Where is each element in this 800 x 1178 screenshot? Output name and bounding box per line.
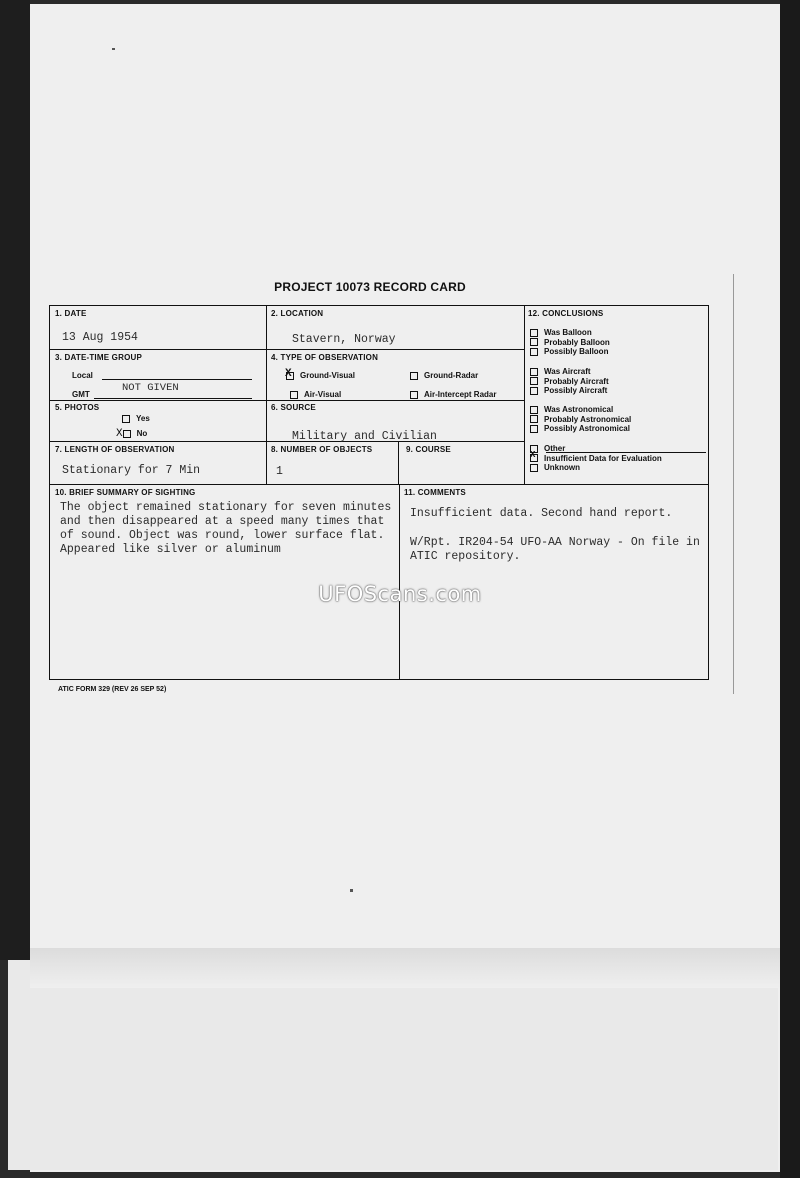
speck-mark [112, 48, 115, 50]
date-time-group-label: 3. DATE-TIME GROUP [55, 353, 143, 362]
location-label: 2. LOCATION [271, 309, 324, 318]
checkbox-icon [122, 415, 130, 423]
card-title: PROJECT 10073 RECORD CARD [274, 280, 466, 294]
checkbox-icon [530, 368, 538, 376]
checkbox-checked-icon: X [286, 372, 294, 380]
checkbox-icon [530, 377, 538, 385]
speck-mark [350, 889, 353, 892]
observation-type-label: 4. TYPE OF OBSERVATION [271, 353, 379, 362]
length-value: Stationary for 7 Min [62, 464, 201, 477]
conclusion-probably-aircraft: Probably Aircraft [530, 377, 609, 387]
checkbox-icon [530, 329, 538, 337]
photos-no-option: X No [116, 428, 148, 440]
conclusions-label: 12. CONCLUSIONS [528, 309, 604, 318]
comments-label: 11. COMMENTS [404, 488, 466, 497]
comments-line-1: Insufficient data. Second hand report. [410, 507, 673, 520]
conclusions-balloon-group [530, 328, 610, 357]
checkbox-icon [530, 425, 538, 433]
conclusion-other: Other [530, 444, 662, 454]
photos-yes-option: Yes [122, 414, 150, 423]
checkbox-icon [530, 406, 538, 414]
record-card [49, 305, 709, 680]
conclusion-probably-balloon: Probably Balloon [530, 338, 610, 348]
ground-radar-option: Ground-Radar [410, 371, 478, 380]
source-label: 6. SOURCE [271, 403, 316, 412]
conclusion-possibly-astronomical: Possibly Astronomical [530, 424, 631, 434]
number-of-objects-label: 8. NUMBER OF OBJECTS [271, 445, 373, 454]
date-value: 13 Aug 1954 [62, 331, 138, 344]
form-identifier: ATIC FORM 329 (REV 26 SEP 52) [58, 686, 167, 693]
length-label: 7. LENGTH OF OBSERVATION [55, 445, 175, 454]
gmt-value: NOT GIVEN [122, 382, 179, 394]
source-value: Military and Civilian [292, 430, 437, 443]
page-fold-shadow [30, 948, 780, 988]
watermark-text: UFOScans.com [318, 582, 482, 606]
conclusion-unknown: Unknown [530, 463, 662, 473]
gmt-label: GMT [72, 390, 90, 399]
checkbox-icon [530, 348, 538, 356]
local-line [102, 379, 252, 380]
summary-text: The object remained stationary for seven minutes and then disappeared at a speed many times that of sound. Object was round, lower surface flat. Appeared like silver or aluminum [60, 501, 392, 556]
ground-visual-option: X Ground-Visual [285, 367, 355, 380]
checkbox-icon [410, 391, 418, 399]
air-visual-option: Air-Visual [290, 390, 341, 399]
conclusion-was-balloon: Was Balloon [530, 328, 610, 338]
conclusion-insufficient-data: X Insufficient Data for Evaluation [530, 450, 662, 463]
checkbox-checked-icon: X [530, 454, 538, 462]
conclusion-possibly-aircraft: Possibly Aircraft [530, 386, 609, 396]
local-label: Local [72, 371, 93, 380]
conclusions-aircraft-group [530, 367, 609, 396]
conclusion-was-aircraft: Was Aircraft [530, 367, 609, 377]
conclusion-probably-astronomical: Probably Astronomical [530, 415, 631, 425]
number-of-objects-value: 1 [276, 465, 283, 478]
margin-line [733, 274, 734, 694]
photos-label: 5. PHOTOS [55, 403, 100, 412]
gmt-line [94, 398, 252, 399]
summary-label: 10. BRIEF SUMMARY OF SIGHTING [55, 488, 196, 497]
checkbox-checked-icon [123, 430, 131, 438]
checkbox-icon [530, 464, 538, 472]
lower-page-sheet [8, 960, 778, 1170]
comments-line-2: W/Rpt. IR204-54 UFO-AA Norway - On file in ATIC repository. [410, 536, 700, 563]
checkbox-icon [530, 387, 538, 395]
conclusions-astronomical-group [530, 405, 631, 434]
checkbox-icon [530, 415, 538, 423]
air-intercept-radar-option: Air-Intercept Radar [410, 390, 496, 399]
scan-left-edge [0, 0, 30, 960]
checkbox-icon [290, 391, 298, 399]
conclusions-other-group [530, 444, 662, 473]
checkbox-icon [530, 338, 538, 346]
course-label: 9. COURSE [406, 445, 451, 454]
checkbox-icon [410, 372, 418, 380]
location-value: Stavern, Norway [292, 333, 396, 346]
conclusion-possibly-balloon: Possibly Balloon [530, 347, 610, 357]
date-label: 1. DATE [55, 309, 87, 318]
conclusion-was-astronomical: Was Astronomical [530, 405, 631, 415]
